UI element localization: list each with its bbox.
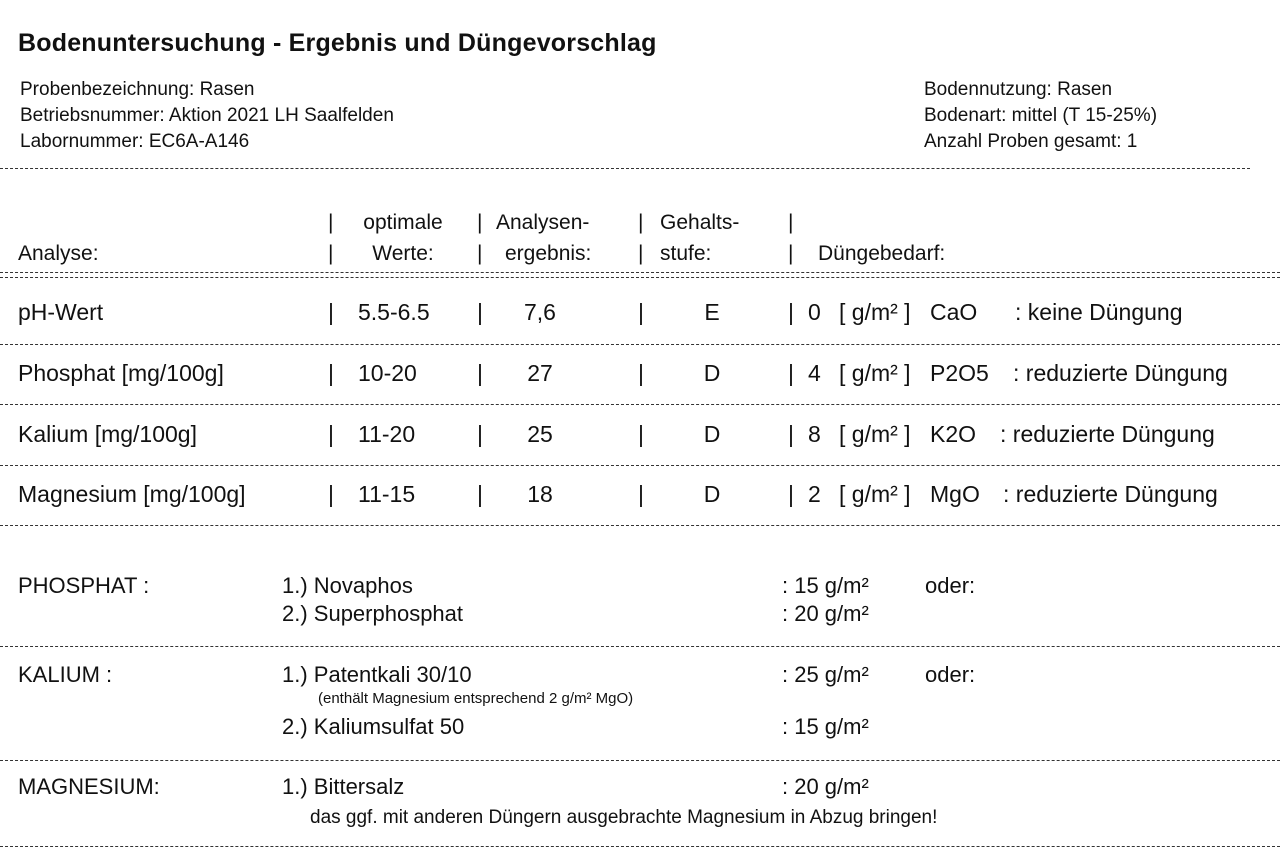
row-unit: [ g/m² ] [839,421,911,447]
page-title: Bodenuntersuchung - Ergebnis und Düngevorschlag [18,29,657,57]
col-sep: | [638,421,644,447]
col-sep: | [638,299,644,325]
col-sep: | [328,481,334,507]
kalium-item-1: 1.) Patentkali 30/10 [282,662,472,687]
col-sep: | [788,360,794,386]
col-sep: | [788,299,794,325]
header-sep: | [328,211,334,234]
section-divider [0,846,1280,847]
meta-probenbezeichnung: Probenbezeichnung: Rasen [20,79,255,100]
row-note: : reduzierte Düngung [1000,421,1215,447]
kalium-item-1-or: oder: [925,662,976,687]
row-unit: [ g/m² ] [839,481,911,507]
col-sep: | [788,481,794,507]
row-nutrient: P2O5 [930,360,989,386]
meta-labornummer: Labornummer: EC6A-A146 [20,131,250,152]
header-analyse: Analyse: [18,242,99,265]
row-stufe: D [703,360,721,386]
row-divider [0,465,1280,466]
col-sep: | [328,421,334,447]
magnesium-note: das ggf. mit anderen Düngern ausgebrachte Magnesium in Abzug bringen! [310,807,938,828]
row-name: pH-Wert [18,299,104,325]
row-note: : keine Düngung [1015,299,1183,325]
phosphat-item-1-or: oder: [925,573,976,598]
section-label-kalium: KALIUM : [18,662,113,687]
meta-betriebsnummer: Betriebsnummer: Aktion 2021 LH Saalfelden [20,105,394,126]
header-gehalts: Gehalts- [660,211,740,234]
row-opt: 11-20 [358,421,416,447]
header-sep: | [638,211,644,234]
row-divider [0,525,1280,526]
section-label-phosphat: PHOSPHAT : [18,573,150,598]
header-werte: Werte: [372,242,434,265]
row-name: Magnesium [mg/100g] [18,481,246,507]
kalium-item-1-note: (enthält Magnesium entsprechend 2 g/m² MgO) [318,690,634,707]
col-sep: | [477,299,483,325]
header-optimale: optimale [363,211,443,234]
row-stufe: E [704,299,720,325]
meta-bodennutzung: Bodennutzung: Rasen [924,79,1113,100]
magnesium-item-1-amount: : 20 g/m² [782,774,869,799]
row-divider [0,404,1280,405]
kalium-item-2-amount: : 15 g/m² [782,714,869,739]
header-sep: | [477,242,483,265]
phosphat-item-1: 1.) Novaphos [282,573,413,598]
header-duengebedarf: Düngebedarf: [818,242,946,265]
row-nutrient: CaO [930,299,978,325]
header-divider [0,168,1250,169]
row-divider [0,344,1280,345]
col-sep: | [638,481,644,507]
phosphat-item-2-amount: : 20 g/m² [782,601,869,626]
header-double-rule [0,272,1280,278]
row-result: 27 [527,360,553,386]
header-sep: | [788,211,794,234]
kalium-item-1-amount: : 25 g/m² [782,662,869,687]
row-name: Phosphat [mg/100g] [18,360,224,386]
section-divider [0,760,1280,761]
row-stufe: D [703,481,721,507]
row-amount: 2 [808,481,821,507]
row-opt: 5.5-6.5 [358,299,430,325]
row-stufe: D [703,421,721,447]
col-sep: | [328,360,334,386]
col-sep: | [328,299,334,325]
row-note: : reduzierte Düngung [1013,360,1228,386]
phosphat-item-2: 2.) Superphosphat [282,601,464,626]
header-stufe: stufe: [660,242,712,265]
row-nutrient: MgO [930,481,980,507]
header-sep: | [788,242,794,265]
header-sep: | [477,211,483,234]
section-divider [0,646,1280,647]
magnesium-item-1: 1.) Bittersalz [282,774,405,799]
phosphat-item-1-amount: : 15 g/m² [782,573,869,598]
meta-anzahl-proben: Anzahl Proben gesamt: 1 [924,131,1138,152]
section-label-magnesium: MAGNESIUM: [18,774,160,799]
row-name: Kalium [mg/100g] [18,421,197,447]
row-amount: 4 [808,360,821,386]
header-ergebnis: ergebnis: [505,242,592,265]
row-result: 7,6 [524,299,556,325]
col-sep: | [477,481,483,507]
col-sep: | [638,360,644,386]
header-sep: | [328,242,334,265]
row-nutrient: K2O [930,421,977,447]
col-sep: | [477,421,483,447]
header-analysen: Analysen- [496,211,590,234]
row-unit: [ g/m² ] [839,360,911,386]
kalium-item-2: 2.) Kaliumsulfat 50 [282,714,465,739]
row-note: : reduzierte Düngung [1003,481,1218,507]
row-opt: 11-15 [358,481,416,507]
header-sep: | [638,242,644,265]
row-amount: 0 [808,299,821,325]
row-opt: 10-20 [358,360,417,386]
meta-bodenart: Bodenart: mittel (T 15-25%) [924,105,1158,126]
row-result: 25 [527,421,553,447]
col-sep: | [477,360,483,386]
row-amount: 8 [808,421,821,447]
row-unit: [ g/m² ] [839,299,911,325]
row-result: 18 [527,481,553,507]
col-sep: | [788,421,794,447]
